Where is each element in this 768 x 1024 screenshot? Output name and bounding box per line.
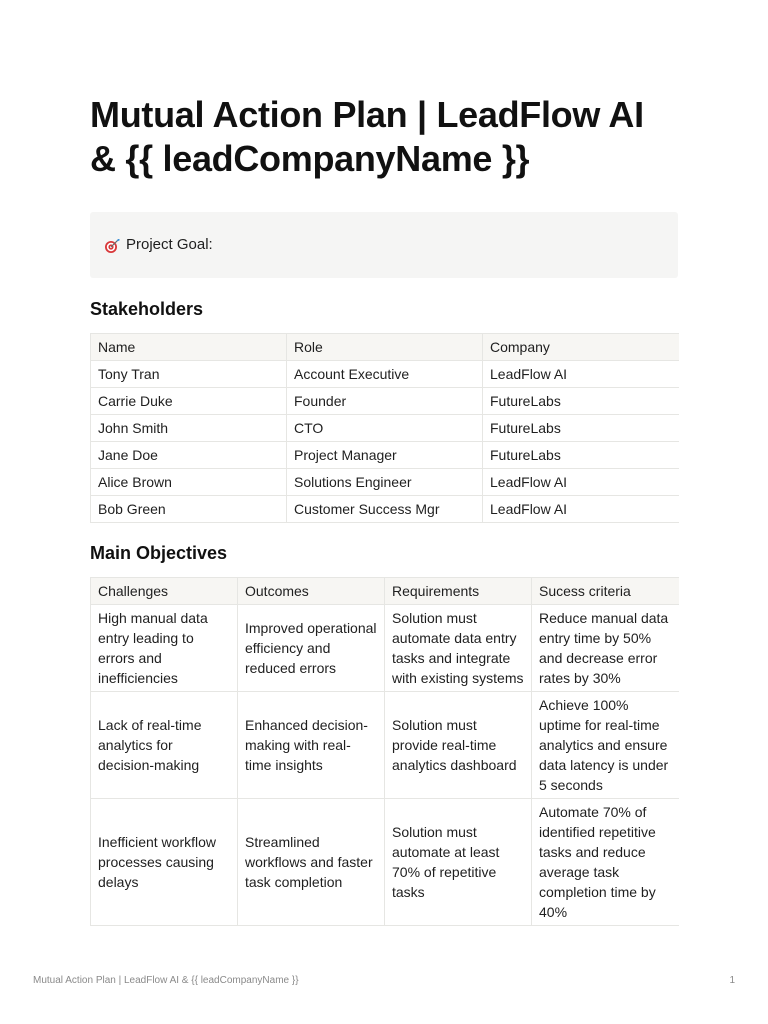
table-cell: Carrie Duke xyxy=(91,388,287,415)
table-row xyxy=(91,799,679,926)
table-cell: Enhanced decision-making with real-time insights xyxy=(238,692,385,799)
table-row xyxy=(91,388,679,415)
column-header-success-criteria: Sucess criteria xyxy=(532,578,679,605)
table-row xyxy=(91,496,679,523)
table-cell: Project Manager xyxy=(287,442,483,469)
table-cell: Inefficient workflow processes causing delays xyxy=(91,799,238,926)
column-header-challenges: Challenges xyxy=(91,578,238,605)
stakeholders-table xyxy=(90,333,679,523)
table-cell: LeadFlow AI xyxy=(483,496,679,523)
table-cell: Alice Brown xyxy=(91,469,287,496)
table-cell: Lack of real-time analytics for decision-making xyxy=(91,692,238,799)
footer-document-title: Mutual Action Plan | LeadFlow AI & {{ leadCompanyName }} xyxy=(33,975,299,986)
table-cell: Founder xyxy=(287,388,483,415)
table-row xyxy=(91,361,679,388)
table-cell: Solutions Engineer xyxy=(287,469,483,496)
table-row xyxy=(91,469,679,496)
table-cell: LeadFlow AI xyxy=(483,469,679,496)
stakeholders-heading: Stakeholders xyxy=(90,299,204,319)
table-cell: FutureLabs xyxy=(483,442,679,469)
table-cell: Automate 70% of identified repetitive tasks and reduce average task completion time by 40% xyxy=(532,799,679,926)
table-cell: Account Executive xyxy=(287,361,483,388)
table-cell: Improved operational efficiency and reduced errors xyxy=(238,605,385,692)
table-cell: Solution must provide real-time analytics dashboard xyxy=(385,692,532,799)
table-cell: Streamlined workflows and faster task completion xyxy=(238,799,385,926)
table-cell: Bob Green xyxy=(91,496,287,523)
page-title: Mutual Action Plan | LeadFlow AI & {{ leadCompanyName }} xyxy=(90,94,644,179)
table-cell: Reduce manual data entry time by 50% and decrease error rates by 30% xyxy=(532,605,679,692)
table-cell: LeadFlow AI xyxy=(483,361,679,388)
table-header-row xyxy=(91,334,679,361)
column-header-name: Name xyxy=(91,334,287,361)
project-goal-callout xyxy=(90,212,678,278)
table-cell: Achieve 100% uptime for real-time analytics and ensure data latency is under 5 seconds xyxy=(532,692,679,799)
table-header-row xyxy=(91,578,679,605)
table-cell: High manual data entry leading to errors and inefficiencies xyxy=(91,605,238,692)
footer-page-number: 1 xyxy=(729,975,735,986)
table-row xyxy=(91,605,679,692)
table-cell: CTO xyxy=(287,415,483,442)
table-cell: FutureLabs xyxy=(483,415,679,442)
table-cell: Tony Tran xyxy=(91,361,287,388)
main-objectives-heading: Main Objectives xyxy=(90,543,228,563)
column-header-requirements: Requirements xyxy=(385,578,532,605)
target-icon xyxy=(104,238,120,254)
table-cell: John Smith xyxy=(91,415,287,442)
table-row xyxy=(91,442,679,469)
column-header-company: Company xyxy=(483,334,679,361)
table-row xyxy=(91,692,679,799)
column-header-outcomes: Outcomes xyxy=(238,578,385,605)
project-goal-label: Project Goal: xyxy=(126,236,213,253)
table-cell: Jane Doe xyxy=(91,442,287,469)
table-cell: Customer Success Mgr xyxy=(287,496,483,523)
table-row xyxy=(91,415,679,442)
table-cell: Solution must automate at least 70% of repetitive tasks xyxy=(385,799,532,926)
column-header-role: Role xyxy=(287,334,483,361)
main-objectives-table xyxy=(90,577,679,926)
table-cell: Solution must automate data entry tasks and integrate with existing systems xyxy=(385,605,532,692)
table-cell: FutureLabs xyxy=(483,388,679,415)
